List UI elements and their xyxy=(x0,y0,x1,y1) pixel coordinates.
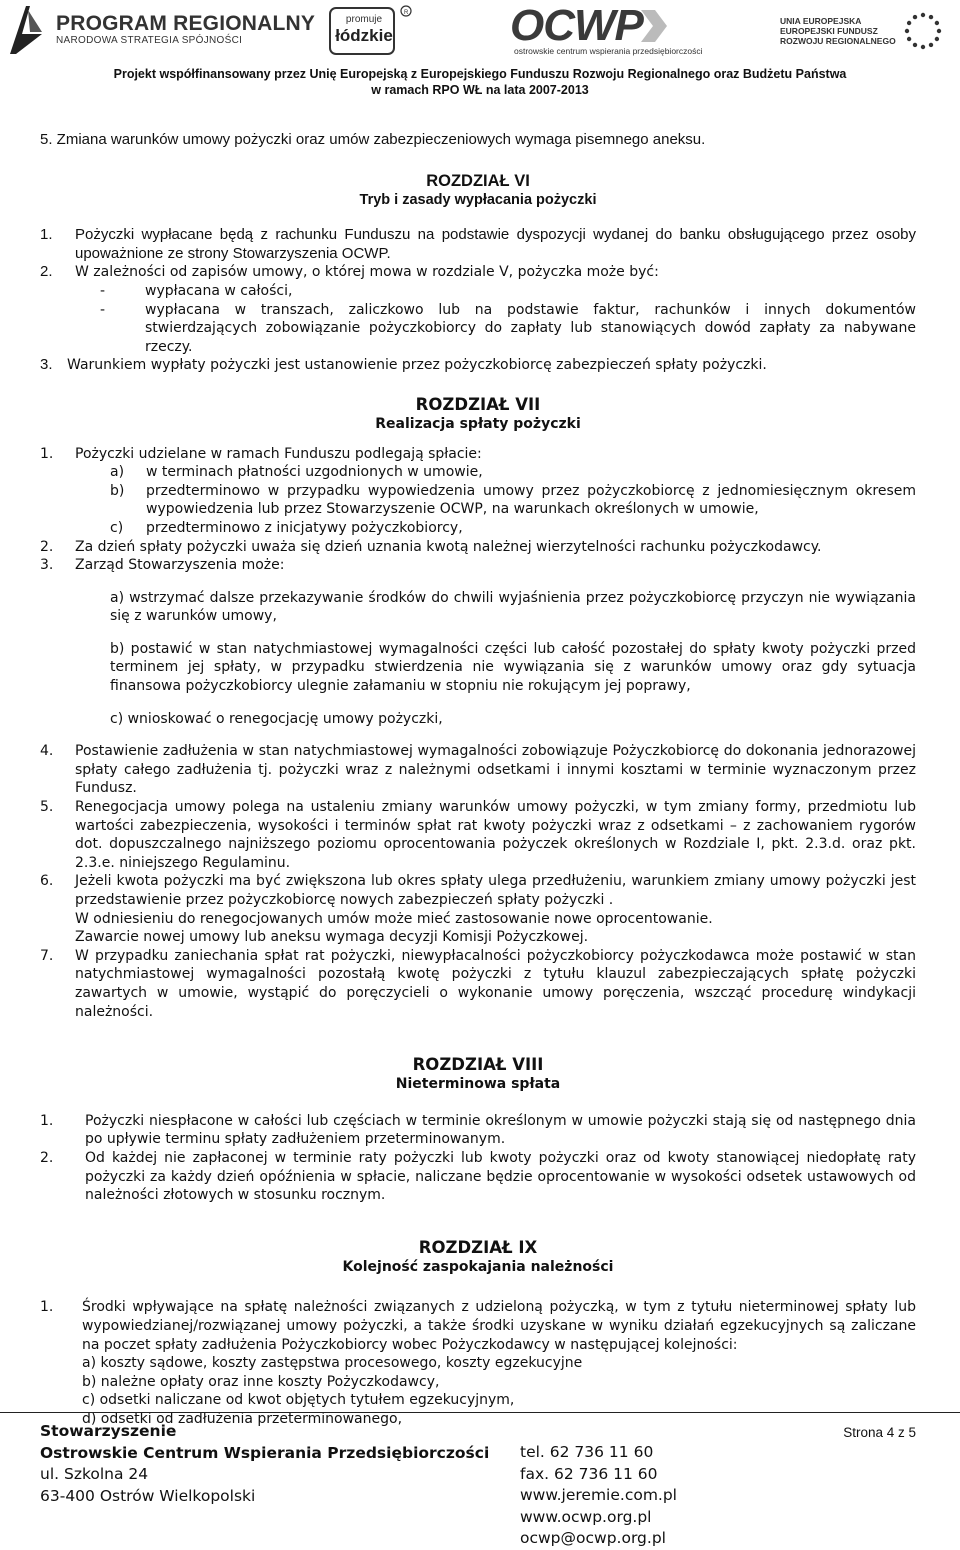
ch8-item-2 xyxy=(40,1149,916,1205)
item-number: 7. xyxy=(40,947,54,964)
eu-line2: EUROPEJSKI FUNDUSZ xyxy=(780,26,878,36)
ch9-item-1 xyxy=(40,1298,916,1354)
chapter-6-title: ROZDZIAŁ VI xyxy=(426,171,530,190)
footer-web-1: www.jeremie.com.pl xyxy=(520,1486,677,1504)
ch7-item-6 xyxy=(40,872,916,909)
sub-marker: c) xyxy=(110,519,124,536)
dash-marker: - xyxy=(100,301,106,318)
lodzkie-line1: promuje xyxy=(345,14,383,25)
program-regionalny-subtitle: NARODOWA STRATEGIA SPÓJNOŚCI xyxy=(56,35,243,46)
ocwp-arrow-icon xyxy=(637,8,671,44)
sub-marker: a) xyxy=(110,464,125,481)
item-number: 3. xyxy=(40,557,54,574)
ch7-item-7 xyxy=(40,947,916,1021)
ch6-dash-1 xyxy=(100,282,916,301)
ch7-item-6-note-2: Zawarcie nowej umowy lub aneksu wymaga decyzji Komisji Pożyczkowej. xyxy=(75,929,589,946)
dash-text: wypłacana w transzach, zaliczkowo lub na podstawie faktur, rachunków i innych dokumentów stwierdzających zobowiązanie pożyczkobiorcy do zapłaty lub stanowiących dowód zapłaty za nabywane rzeczy. xyxy=(145,301,916,355)
footer-email: ocwp@ocwp.org.pl xyxy=(520,1529,666,1547)
item-text: Od każdej nie zapłaconej w terminie raty pożyczki lub kwoty pożyczki oraz od kwoty stanowiącej niedopłatę raty pożyczki za każdy dzień opóźnienia w spłacie, naliczane będzie oprocentowanie w wysokości odsetek ustawowych od należności złotowych w stosunku rocznym. xyxy=(85,1149,916,1204)
footer-fax: fax. 62 736 11 60 xyxy=(520,1464,658,1483)
item-number: 5. xyxy=(40,799,54,816)
ch7-sub-a xyxy=(110,463,916,482)
chapter-7-title: ROZDZIAŁ VII xyxy=(415,394,541,414)
footer-web-2: www.ocwp.org.pl xyxy=(520,1507,652,1526)
dash-marker: - xyxy=(100,282,106,299)
eu-flag-icon xyxy=(902,10,944,52)
page-footer xyxy=(0,1412,960,1550)
item-number: 6. xyxy=(40,873,54,890)
ch7-item-3 xyxy=(40,556,916,575)
ch7-item-5 xyxy=(40,798,916,872)
chapter-8-title: ROZDZIAŁ VIII xyxy=(412,1055,544,1075)
eu-logo xyxy=(780,10,944,52)
ch6-item-2 xyxy=(40,263,916,282)
item-number: 2. xyxy=(40,263,53,281)
item-text: Postawienie zadłużenia w stan natychmiastowej wymagalności zobowiązuje Pożyczkobiorcę do dokonania jednorazowej spłaty całego zadłużenia tj. pożyczki wraz z należnymi odsetkami i innymi kosztami w terminie wyznaczonym przez Fundusz. xyxy=(75,743,916,797)
item-number: 1. xyxy=(40,1112,54,1129)
ch6-item-3 xyxy=(40,356,916,375)
sub-marker: b) xyxy=(110,482,125,499)
ch7-item-2 xyxy=(40,538,916,557)
ch9-item-b: b) należne opłaty oraz inne koszty Pożyczkodawcy, xyxy=(82,1373,440,1390)
item-number: 1. xyxy=(40,226,53,244)
item-text: W przypadku zaniechania spłat rat pożyczki, niewypłacalności pożyczkobiorcy pożyczkodawca może postawić w stan natychmiastowej wymagalności pozostałą kwotę pożyczki z tytułu klauzul zabezpieczających spłatę pożyczki zawartych w umowie, wystąpić do poręczycieli o wykonanie umowy poręczenia, wszcząć procedurę windykacji należności. xyxy=(75,947,916,1020)
ch7-item-3b: b) postawić w stan natychmiastowej wymagalności części lub całość pozostałej do spłaty kwoty pożyczki przed terminem jej spłaty, w przypadku stwierdzenia nie wywiązania się z warunków umowy oraz gdy sytuacja finansowa pożyczkobiorcy ulegnie załamaniu w stopniu nie rokującym jej poprawy, xyxy=(110,640,916,695)
funding-line-1: Projekt współfinansowany przez Unię Europejską z Europejskiego Funduszu Rozwoju Regionalnego oraz Budżetu Państwa xyxy=(113,67,847,81)
item-text: Za dzień spłaty pożyczki uważa się dzień uznania kwotą należnej wierzytelności rachunku pożyczkodawcy. xyxy=(75,538,822,555)
eu-line1: UNIA EUROPEJSKA xyxy=(780,16,862,26)
eu-line3: ROZWOJU REGIONALNEGO xyxy=(780,36,896,46)
ocwp-logo xyxy=(510,1,703,56)
page-number: Strona 4 z 5 xyxy=(843,1425,916,1440)
item-text: W zależności od zapisów umowy, o której mowa w rozdziale V, pożyczka może być: xyxy=(75,264,659,281)
ch7-item-3c: c) wnioskować o renegocjację umowy pożyczki, xyxy=(110,710,443,727)
funding-statement xyxy=(0,66,960,98)
sub-text: przedterminowo z inicjatywy pożyczkobiorcy, xyxy=(146,519,463,536)
chapter-7-subtitle: Realizacja spłaty pożyczki xyxy=(375,415,581,432)
ch6-item-1 xyxy=(40,226,916,263)
item-number: 3. xyxy=(40,356,53,374)
item-text: Warunkiem wypłaty pożyczki jest ustanowienie przez pożyczkobiorcę zabezpieczeń spłaty pożyczki. xyxy=(67,357,767,374)
lodzkie-line2: łódzkie xyxy=(335,26,393,45)
item-text: Jeżeli kwota pożyczki ma być zwiększona lub okres spłaty ulega przedłużeniu, warunkiem zmiany umowy pożyczki jest przedstawienie przez pożyczkobiorcę nowych zabezpieczeń spłaty pożyczki . xyxy=(75,873,916,908)
item-number: 1. xyxy=(40,1299,54,1316)
ch9-item-d: d) odsetki od zadłużenia przeterminowanego, xyxy=(82,1410,403,1427)
item-text: Zarząd Stowarzyszenia może: xyxy=(75,557,285,574)
ch6-dash-2 xyxy=(100,301,916,357)
item-number: 2. xyxy=(40,1149,54,1166)
item-text: Renegocjacja umowy polega na ustaleniu zmiany warunków umowy pożyczki, w tym zmiany formy, przedmiotu lub wartości zabezpieczenia, wysokości i terminów spłat rat kwoty pożyczki wraz z odsetkami – z zachowaniem rygorów dot. dopuszczalnego najniższego poziomu oprocentowania pożyczek określonych w Rozdziale I, pkt. 2.3.d. oraz pkt. 2.3.e. niniejszego Regulaminu. xyxy=(75,799,916,871)
ch7-item-3a: a) wstrzymać dalsze przekazywanie środków do chwili wyjaśnienia przez pożyczkobiorcę przyczyn nie wywiązania się z warunków umowy, xyxy=(110,589,916,625)
chapter-6-subtitle: Tryb i zasady wypłacania pożyczki xyxy=(359,191,597,208)
funding-line-2: w ramach RPO WŁ na lata 2007-2013 xyxy=(371,83,589,97)
item-number: 2. xyxy=(40,538,54,555)
intro-paragraph: 5. Zmiana warunków umowy pożyczki oraz umów zabezpieczeniowych wymaga pisemnego aneksu. xyxy=(40,131,706,148)
ocwp-wordmark: OCWP xyxy=(510,1,643,50)
program-regionalny-logo xyxy=(8,4,315,56)
ch7-item-4 xyxy=(40,742,916,798)
promuje-lodzkie-logo xyxy=(328,4,414,56)
ch8-item-1 xyxy=(40,1112,916,1149)
footer-address xyxy=(40,1421,489,1507)
footer-street: ul. Szkolna 24 xyxy=(40,1465,149,1483)
ch7-item-6-note-1: W odniesieniu do renegocjowanych umów może mieć zastosowanie nowe oprocentowanie. xyxy=(75,910,713,927)
item-text: Pożyczki udzielane w ramach Funduszu podlegają spłacie: xyxy=(75,445,482,462)
ch9-item-a: a) koszty sądowe, koszty zastępstwa procesowego, koszty egzekucyjne xyxy=(82,1355,583,1372)
ocwp-tagline: ostrowskie centrum wspierania przedsiębiorczości xyxy=(514,46,703,56)
program-regionalny-title: PROGRAM REGIONALNY xyxy=(56,12,316,35)
footer-contact xyxy=(520,1442,677,1550)
item-text: Pożyczki niespłacone w całości lub częściach w terminie określonym w umowie pożyczki stają się od następnego dnia po upływie terminu spłaty zadłużeniem przeterminowanym. xyxy=(85,1112,916,1148)
sub-text: przedterminowo w przypadku wypowiedzenia umowy przez pożyczkobiorcę z jednomiesięcznym okresem wypowiedzenia lub przez Stowarzyszenie OCWP, na warunkach określonych w umowie, xyxy=(146,482,916,518)
dash-text: wypłacana w całości, xyxy=(145,282,293,299)
document-body xyxy=(40,131,916,1428)
item-number: 4. xyxy=(40,743,54,760)
header-logos xyxy=(0,0,960,62)
svg-text:R: R xyxy=(404,10,409,16)
ch7-item-1 xyxy=(40,445,916,464)
item-text: Pożyczki wypłacane będą z rachunku Funduszu na podstawie dyspozycji wydanej do banku obsługującego przez osoby upoważnione ze strony Stowarzyszenia OCWP. xyxy=(75,226,916,262)
footer-city: 63-400 Ostrów Wielkopolski xyxy=(40,1486,256,1505)
chapter-8-subtitle: Nieterminowa spłata xyxy=(395,1076,561,1093)
ch9-item-c: c) odsetki naliczane od kwot objętych tytułem egzekucyjnym, xyxy=(82,1392,515,1409)
sub-text: w terminach płatności uzgodnionych w umowie, xyxy=(146,464,483,481)
item-number: 1. xyxy=(40,445,54,462)
footer-org-line-2: Ostrowskie Centrum Wspierania Przedsiębiorczości xyxy=(40,1443,490,1462)
program-regionalny-mark-icon xyxy=(8,4,44,56)
chapter-9-title: ROZDZIAŁ IX xyxy=(418,1237,538,1257)
chapter-9-subtitle: Kolejność zaspokajania należności xyxy=(342,1258,614,1275)
ch7-sub-b xyxy=(110,482,916,519)
ch7-sub-c xyxy=(110,519,916,538)
item-text: Środki wpływające na spłatę należności związanych z udzieloną pożyczką, w tym z tytułu nieterminowej spłaty lub wypowiedzianej/rozwiązanej umowy pożyczki, a także środki uzyskane w wyniku działań egzekucyjnych są zaliczane na poczet spłaty zadłużenia Pożyczkobiorcy wobec Pożyczkodawcy w następującej kolejności: xyxy=(82,1299,916,1353)
footer-tel: tel. 62 736 11 60 xyxy=(520,1443,654,1461)
footer-org-line-1: Stowarzyszenie xyxy=(40,1422,177,1440)
